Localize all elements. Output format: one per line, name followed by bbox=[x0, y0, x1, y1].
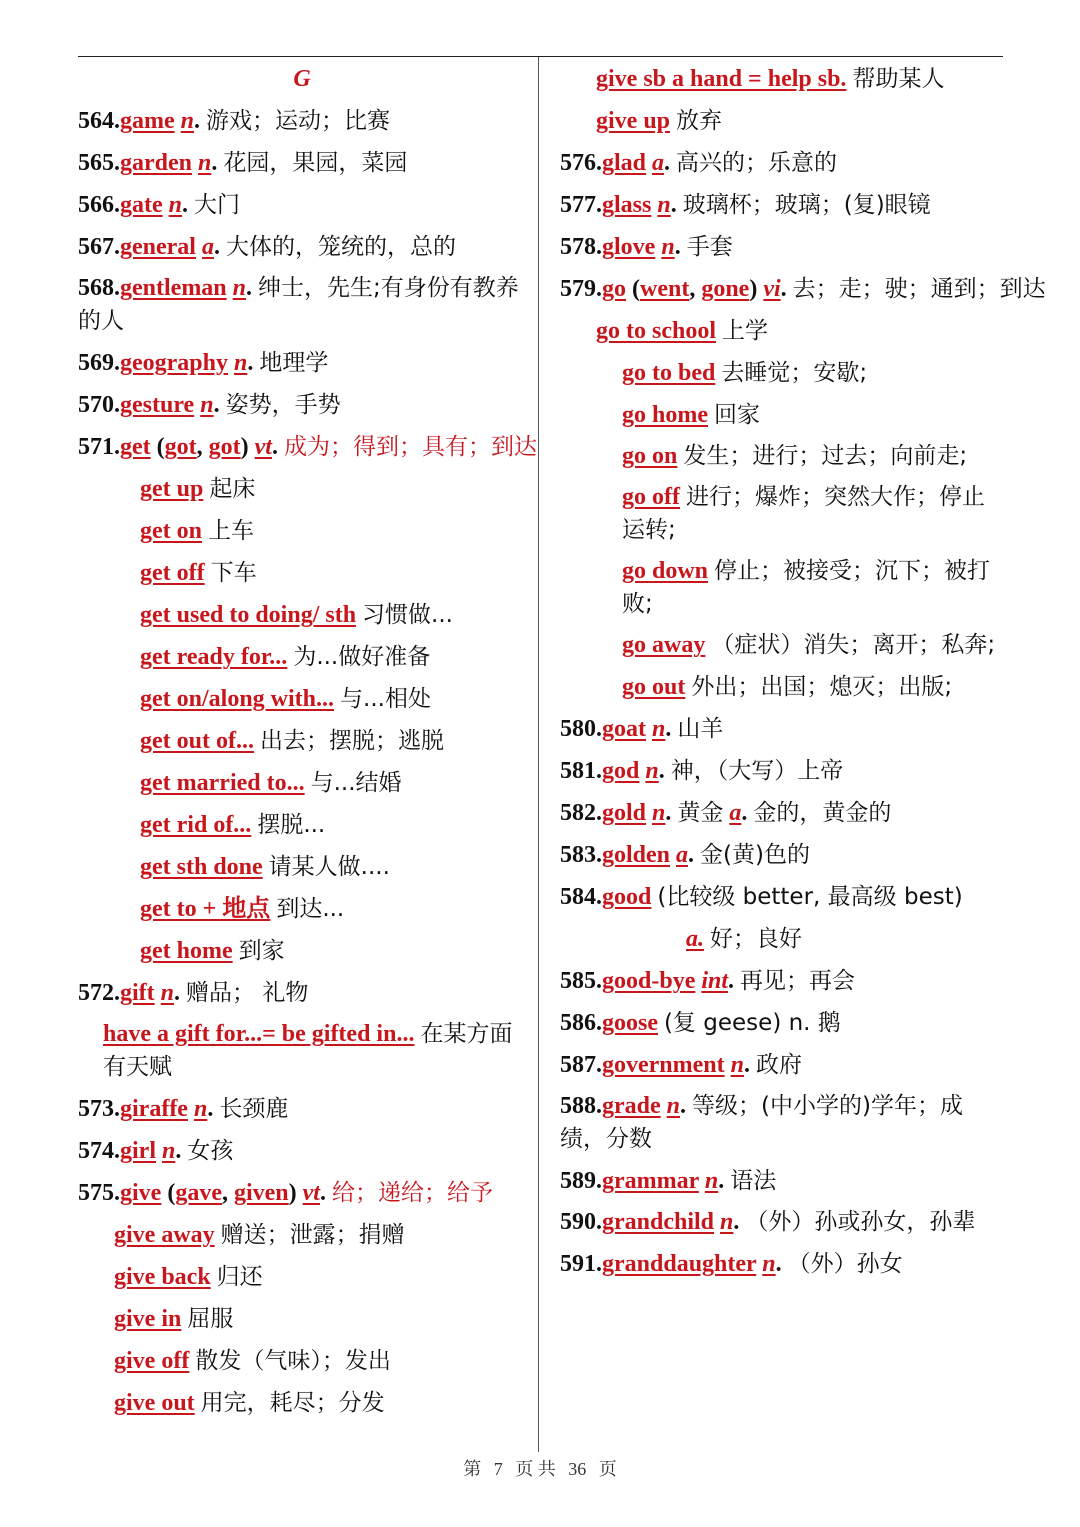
phrase-meaning: 起床 bbox=[209, 476, 256, 502]
part-of-speech: n bbox=[645, 758, 659, 784]
entry-number: 581. bbox=[560, 758, 602, 784]
headword: garden bbox=[120, 150, 192, 176]
phrase-meaning: 放弃 bbox=[676, 108, 723, 134]
phrase-meaning: 上学 bbox=[722, 318, 768, 344]
part-of-speech: n bbox=[720, 1209, 734, 1235]
past-participle: given bbox=[233, 1180, 289, 1206]
phrase-text: get used to doing/ sth bbox=[140, 602, 357, 628]
entry-number: 578. bbox=[560, 234, 602, 260]
column-divider bbox=[538, 57, 539, 1452]
entry-line bbox=[78, 594, 526, 636]
phrase-meaning: 停止；被接受；沉下；被打败; bbox=[622, 558, 991, 617]
entry-number: 591. bbox=[560, 1251, 602, 1277]
entry-line: 574.girl n. 女孩 bbox=[78, 1138, 234, 1164]
entry-line: 589.grammar n. 语法 bbox=[560, 1168, 777, 1194]
entry-line bbox=[560, 918, 1005, 960]
definition: 再见；再会 bbox=[740, 968, 856, 994]
part-of-speech: vt bbox=[254, 434, 272, 460]
entry-line bbox=[560, 394, 1005, 436]
phrase-text: get to + 地点 bbox=[140, 896, 271, 922]
headword: grade bbox=[602, 1093, 661, 1119]
entry-number: 583. bbox=[560, 842, 602, 868]
entry-line: 581.god n. 神，（大写）上帝 bbox=[560, 758, 844, 784]
entry-line: 585.good-bye int. 再见；再会 bbox=[560, 968, 856, 994]
entry-line bbox=[78, 804, 526, 846]
entry-line: 568.gentleman n. 绅士，先生;有身份有教养的人 bbox=[78, 275, 519, 334]
entry-line: 578.glove n. 手套 bbox=[560, 234, 733, 260]
phrase-text: give away bbox=[114, 1222, 215, 1248]
headword: granddaughter bbox=[602, 1251, 757, 1277]
phrase-meaning: 请某人做.... bbox=[268, 854, 390, 880]
entry-number: 589. bbox=[560, 1168, 602, 1194]
entry-line bbox=[78, 552, 526, 594]
part-of-speech: n bbox=[232, 275, 247, 301]
part-of-speech: n bbox=[160, 980, 175, 1006]
phrase-meaning: 习惯做... bbox=[362, 602, 453, 628]
headword: glad bbox=[602, 150, 647, 176]
headword: glove bbox=[602, 234, 656, 260]
phrase-meaning: 帮助某人 bbox=[852, 66, 945, 92]
phrase-meaning: 归还 bbox=[216, 1264, 263, 1290]
entry-line: 587.government n. 政府 bbox=[560, 1052, 802, 1078]
phrase-text: go down bbox=[622, 558, 709, 584]
phrase-meaning: 发生；进行；过去；向前走; bbox=[683, 443, 968, 469]
part-of-speech: a bbox=[201, 234, 214, 260]
section-letter: G bbox=[293, 66, 311, 92]
headword: gentleman bbox=[120, 275, 227, 301]
entry-number: 566. bbox=[78, 192, 120, 218]
part-of-speech: n bbox=[198, 150, 212, 176]
entry-line bbox=[560, 625, 1005, 666]
phrase-text: get sth done bbox=[140, 854, 263, 880]
entry-line: 573.giraffe n. 长颈鹿 bbox=[78, 1096, 289, 1122]
entry-line bbox=[560, 352, 1005, 394]
phrase-meaning: 上车 bbox=[208, 518, 254, 544]
entry-line bbox=[78, 468, 526, 510]
part-of-speech: n bbox=[168, 192, 183, 218]
entry-line: 579.go (went, gone) vi. 去；走；驶；通到；到达 bbox=[560, 276, 1046, 302]
phrase-text: a. bbox=[686, 926, 704, 952]
phrase-text: go off bbox=[622, 484, 680, 510]
headword: grandchild bbox=[602, 1209, 715, 1235]
footer-suffix: 页 bbox=[598, 1459, 617, 1479]
part-of-speech: n bbox=[657, 192, 671, 218]
part-of-speech: a bbox=[729, 800, 742, 826]
entry-line: 571.get (got, got) vt. 成为；得到；具有；到达 bbox=[78, 434, 537, 460]
headword: goat bbox=[602, 716, 646, 742]
entry-line bbox=[78, 678, 526, 720]
headword: giraffe bbox=[120, 1096, 188, 1122]
headword: gift bbox=[120, 980, 155, 1006]
phrase-text: go home bbox=[622, 402, 708, 428]
part-of-speech: n bbox=[730, 1052, 744, 1078]
entry-line bbox=[78, 720, 526, 762]
entry-number: 569. bbox=[78, 350, 120, 376]
phrase-meaning: 去睡觉；安歇; bbox=[721, 360, 868, 386]
entry-line bbox=[560, 666, 1005, 708]
entry-line bbox=[560, 876, 1005, 918]
phrase-meaning: 赠送；泄露；捐赠 bbox=[220, 1222, 405, 1248]
definition: 金的，黄金的 bbox=[753, 800, 892, 826]
entry-line bbox=[78, 846, 526, 888]
phrase-meaning: 在某方面有天赋 bbox=[103, 1021, 513, 1080]
entry-line bbox=[560, 100, 1005, 142]
entry-line: 588.grade n. 等级；(中小学的)学年；成绩，分数 bbox=[560, 1093, 963, 1152]
definition: 金(黄)色的 bbox=[700, 842, 810, 868]
phrase-meaning: 好；良好 bbox=[710, 926, 802, 952]
part-of-speech: n bbox=[193, 1096, 208, 1122]
phrase-text: give out bbox=[114, 1390, 195, 1416]
phrase-meaning: 摆脱... bbox=[257, 812, 326, 838]
phrase-meaning: 到家 bbox=[238, 938, 285, 964]
phrase-meaning: 用完，耗尽；分发 bbox=[200, 1390, 385, 1416]
entry-line: 583.golden a. 金(黄)色的 bbox=[560, 842, 810, 868]
headword: good bbox=[602, 884, 652, 910]
entry-number: 571. bbox=[78, 434, 120, 460]
entry-number: 567. bbox=[78, 234, 120, 260]
entry-line bbox=[78, 1298, 526, 1340]
page-footer bbox=[0, 1455, 1080, 1481]
definition: 语法 bbox=[730, 1168, 777, 1194]
entry-number: 573. bbox=[78, 1096, 120, 1122]
phrase-meaning: 出去；摆脱；逃脱 bbox=[259, 728, 444, 754]
definition: 成为；得到；具有；到达 bbox=[283, 434, 537, 460]
entry-number: 570. bbox=[78, 392, 120, 418]
part-of-speech: n bbox=[652, 800, 666, 826]
phrase-text: give sb a hand = help sb. bbox=[596, 66, 847, 92]
footer-mid: 页 共 bbox=[515, 1459, 556, 1479]
entry-line: 580.goat n. 山羊 bbox=[560, 716, 724, 742]
definition: 地理学 bbox=[259, 350, 329, 376]
definition: 游戏；运动；比赛 bbox=[206, 108, 391, 134]
phrase-meaning: 屈服 bbox=[187, 1306, 234, 1332]
phrase-meaning: 与...相处 bbox=[340, 686, 431, 712]
headword: gesture bbox=[120, 392, 195, 418]
part-of-speech: n bbox=[666, 1093, 681, 1119]
entry-line bbox=[560, 58, 1005, 100]
phrase-meaning: 与...结婚 bbox=[310, 770, 402, 796]
phrase-text: go to school bbox=[596, 318, 716, 344]
phrase-meaning: 下车 bbox=[210, 560, 257, 586]
headword: god bbox=[602, 758, 640, 784]
entry-line bbox=[78, 1014, 526, 1088]
headword: golden bbox=[602, 842, 671, 868]
entry-number: 590. bbox=[560, 1209, 602, 1235]
headword: girl bbox=[120, 1138, 156, 1164]
entry-number: 572. bbox=[78, 980, 120, 1006]
entry-number: 568. bbox=[78, 275, 120, 301]
entry-line bbox=[560, 551, 1005, 625]
entry-number: 565. bbox=[78, 150, 120, 176]
entry-line: 566.gate n. 大门 bbox=[78, 192, 241, 218]
definition: 给；递给；给予 bbox=[331, 1180, 493, 1206]
definition: (复 geese) n. 鹅 bbox=[664, 1010, 841, 1036]
entry-line: 591.granddaughter n. （外）孙女 bbox=[560, 1251, 903, 1277]
phrase-text: give off bbox=[114, 1348, 190, 1374]
entry-line: 570.gesture n. 姿势，手势 bbox=[78, 392, 341, 418]
phrase-meaning: 外出；出国；熄灭；出版; bbox=[691, 674, 953, 700]
phrase-text: get rid of... bbox=[140, 812, 252, 838]
phrase-text: give back bbox=[114, 1264, 211, 1290]
phrase-text: get ready for... bbox=[140, 644, 288, 670]
definition: （外）孙女 bbox=[787, 1251, 903, 1277]
past-participle: gone bbox=[701, 276, 750, 302]
part-of-speech: n bbox=[704, 1168, 719, 1194]
entry-line: 564.game n. 游戏；运动；比赛 bbox=[78, 108, 391, 134]
part-of-speech: n bbox=[661, 234, 675, 260]
entry-line bbox=[78, 636, 526, 678]
entry-number: 586. bbox=[560, 1010, 602, 1036]
phrase-meaning: 进行；爆炸；突然大作；停止运转; bbox=[622, 484, 985, 543]
phrase-text: get home bbox=[140, 938, 233, 964]
part-of-speech: a bbox=[652, 150, 665, 176]
phrase-text: have a gift for...= be gifted in... bbox=[103, 1021, 415, 1047]
entry-number: 588. bbox=[560, 1093, 602, 1119]
headword: good-bye bbox=[602, 968, 696, 994]
phrase-text: get off bbox=[140, 560, 205, 586]
definition: 大体的，笼统的，总的 bbox=[225, 234, 456, 260]
entry-number: 564. bbox=[78, 108, 120, 134]
definition: 花园，果园，菜园 bbox=[223, 150, 408, 176]
entry-line: 575.give (gave, given) vt. 给；递给；给予 bbox=[78, 1180, 493, 1206]
entry-number: 577. bbox=[560, 192, 602, 218]
definition: (比较级 better, 最高级 best) bbox=[657, 884, 963, 910]
footer-total-pages: 36 bbox=[568, 1459, 587, 1479]
definition: 大门 bbox=[194, 192, 241, 218]
part-of-speech: n bbox=[180, 108, 195, 134]
definition: 去；走；驶；通到；到达 bbox=[792, 276, 1046, 302]
part-of-speech: vi bbox=[763, 276, 781, 302]
definition: 黄金 bbox=[677, 800, 724, 826]
definition: 姿势，手势 bbox=[225, 392, 341, 418]
past-form: went bbox=[640, 276, 690, 302]
entry-number: 582. bbox=[560, 800, 602, 826]
entry-number: 576. bbox=[560, 150, 602, 176]
headword: give bbox=[120, 1180, 162, 1206]
definition: （外）孙或孙女，孙辈 bbox=[745, 1209, 976, 1235]
headword: glass bbox=[602, 192, 652, 218]
part-of-speech: n bbox=[200, 392, 214, 418]
part-of-speech: vt bbox=[302, 1180, 320, 1206]
phrase-meaning: 为...做好准备 bbox=[293, 644, 431, 670]
part-of-speech: n bbox=[162, 1138, 176, 1164]
headword: gate bbox=[120, 192, 163, 218]
phrase-text: go to bed bbox=[622, 360, 716, 386]
entry-line bbox=[78, 762, 526, 804]
phrase-meaning: 散发（气味）；发出 bbox=[195, 1348, 391, 1374]
headword: general bbox=[120, 234, 196, 260]
part-of-speech: n bbox=[652, 716, 666, 742]
definition: 山羊 bbox=[677, 716, 724, 742]
phrase-text: get on/along with... bbox=[140, 686, 335, 712]
headword: get bbox=[120, 434, 151, 460]
entry-line: 565.garden n. 花园，果园，菜园 bbox=[78, 150, 408, 176]
phrase-text: give in bbox=[114, 1306, 182, 1332]
footer-page-number: 7 bbox=[493, 1459, 503, 1479]
definition: 手套 bbox=[686, 234, 733, 260]
entry-line: 569.geography n. 地理学 bbox=[78, 350, 329, 376]
definition: 高兴的；乐意的 bbox=[676, 150, 838, 176]
phrase-meaning: 回家 bbox=[714, 402, 760, 428]
definition: 神，（大写）上帝 bbox=[670, 758, 844, 784]
phrase-text: go out bbox=[622, 674, 686, 700]
top-rule bbox=[78, 56, 1003, 57]
entry-number: 574. bbox=[78, 1138, 120, 1164]
entry-line: 582.gold n. 黄金 a. 金的，黄金的 bbox=[560, 800, 892, 826]
entry-line bbox=[78, 1382, 526, 1424]
entry-line bbox=[78, 1340, 526, 1382]
phrase-text: go on bbox=[622, 443, 678, 469]
entry-line: 567.general a. 大体的，笼统的，总的 bbox=[78, 234, 456, 260]
headword: government bbox=[602, 1052, 725, 1078]
past-form: gave bbox=[175, 1180, 222, 1206]
definition: 等级；(中小学的)学年；成绩，分数 bbox=[560, 1093, 963, 1152]
phrase-text: get on bbox=[140, 518, 202, 544]
footer-prefix: 第 bbox=[463, 1459, 482, 1479]
part-of-speech: n bbox=[762, 1251, 776, 1277]
entry-line bbox=[560, 436, 1005, 477]
entry-line bbox=[78, 510, 526, 552]
phrase-text: give up bbox=[596, 108, 671, 134]
entry-line bbox=[78, 1214, 526, 1256]
headword: goose bbox=[602, 1010, 658, 1036]
entry-number: 575. bbox=[78, 1180, 120, 1206]
entry-number: 587. bbox=[560, 1052, 602, 1078]
headword: go bbox=[602, 276, 626, 302]
headword: game bbox=[120, 108, 175, 134]
headword: gold bbox=[602, 800, 647, 826]
entry-line bbox=[560, 1002, 1005, 1044]
entry-line bbox=[78, 1256, 526, 1298]
phrase-text: get out of... bbox=[140, 728, 254, 754]
definition: 玻璃杯；玻璃；(复)眼镜 bbox=[682, 192, 931, 218]
phrase-text: go away bbox=[622, 632, 706, 658]
entry-line: 577.glass n. 玻璃杯；玻璃；(复)眼镜 bbox=[560, 192, 931, 218]
left-column bbox=[78, 58, 537, 1424]
entry-line: 576.glad a. 高兴的；乐意的 bbox=[560, 150, 838, 176]
part-of-speech: a bbox=[676, 842, 689, 868]
entry-line bbox=[78, 930, 526, 972]
right-column bbox=[560, 58, 1046, 1285]
definition: 长颈鹿 bbox=[219, 1096, 289, 1122]
entry-number: 584. bbox=[560, 884, 602, 910]
phrase-meaning: （症状）消失；离开；私奔; bbox=[711, 632, 996, 658]
phrase-text: get married to... bbox=[140, 770, 305, 796]
past-participle: got bbox=[208, 434, 241, 460]
entry-number: 579. bbox=[560, 276, 602, 302]
entry-line bbox=[560, 310, 1005, 352]
definition: 女孩 bbox=[187, 1138, 234, 1164]
headword: grammar bbox=[602, 1168, 699, 1194]
part-of-speech: n bbox=[234, 350, 248, 376]
definition: 绅士，先生;有身份有教养的人 bbox=[78, 275, 519, 334]
part-of-speech: int bbox=[701, 968, 729, 994]
entry-line: 590.grandchild n. （外）孙或孙女，孙辈 bbox=[560, 1209, 976, 1235]
entry-line: 572.gift n. 赠品； 礼物 bbox=[78, 980, 309, 1006]
headword: geography bbox=[120, 350, 228, 376]
entry-number: 585. bbox=[560, 968, 602, 994]
entry-number: 580. bbox=[560, 716, 602, 742]
definition: 政府 bbox=[756, 1052, 802, 1078]
entry-line bbox=[78, 888, 526, 930]
definition: 赠品； 礼物 bbox=[186, 980, 309, 1006]
past-form: got bbox=[164, 434, 197, 460]
phrase-meaning: 到达... bbox=[276, 896, 345, 922]
entry-line bbox=[560, 477, 1005, 551]
phrase-text: get up bbox=[140, 476, 204, 502]
